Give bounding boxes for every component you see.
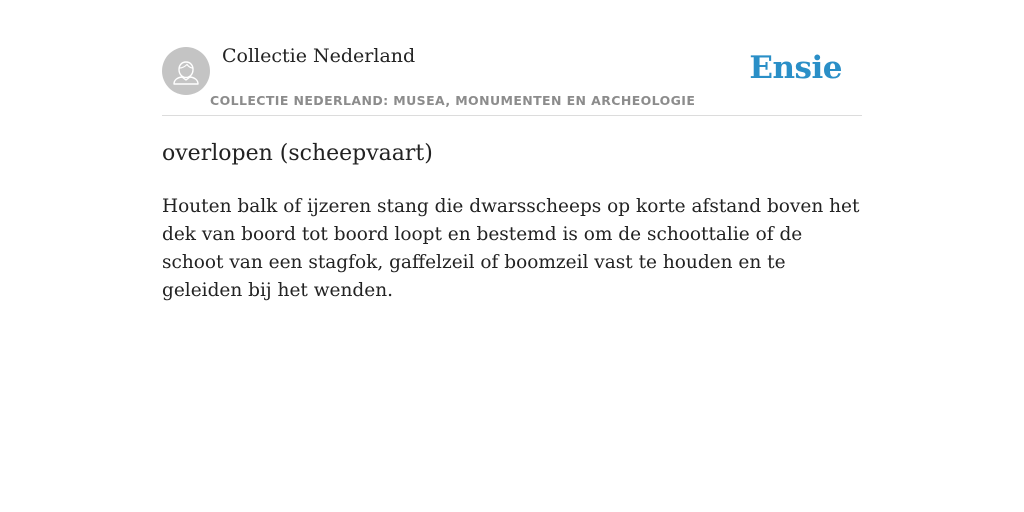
user-avatar-icon (162, 47, 210, 95)
entry-term: overlopen (scheepvaart) (162, 141, 433, 166)
ensie-logo[interactable]: Ensie (749, 50, 842, 86)
content-container (162, 0, 862, 301)
avatar[interactable] (162, 47, 210, 95)
author-name[interactable]: Collectie Nederland (222, 45, 416, 67)
author-subtitle: COLLECTIE NEDERLAND: MUSEA, MONUMENTEN EN ARCHEOLOGIE (210, 93, 696, 108)
author-header (162, 0, 862, 116)
entry-definition: Houten balk of ijzeren stang die dwarsscheeps op korte afstand boven het dek van boord tot boord loopt en bestemd is om de schoottalie of de schoot van een stagfok, gaffelzeil of boomzeil vast te houden en te geleiden bij het wenden. (162, 196, 860, 301)
